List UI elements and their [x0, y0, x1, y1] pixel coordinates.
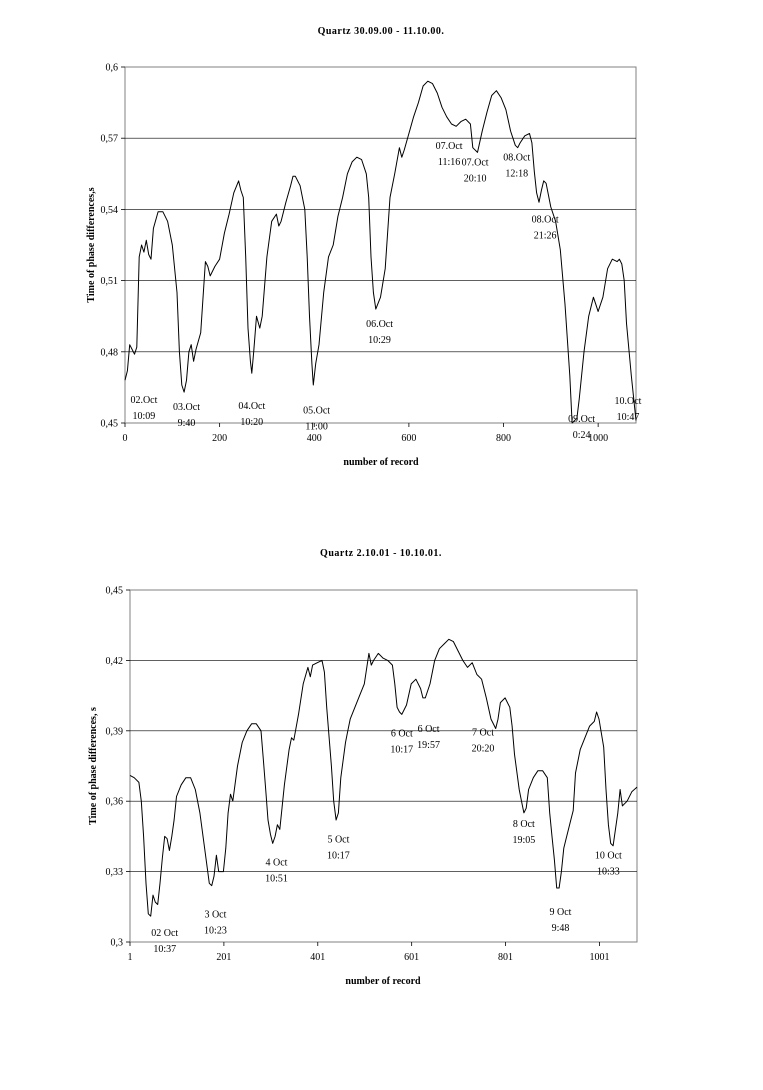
x-tick-label: 1000	[588, 433, 609, 444]
annotation-date: 07.Oct	[435, 140, 463, 152]
y-tick-label: 0,36	[105, 796, 123, 808]
annotation-date: 7 Oct	[472, 727, 494, 739]
annotation-label	[130, 395, 157, 422]
annotation-time: 19:05	[512, 835, 536, 847]
annotation-label	[532, 214, 559, 241]
annotation-date: 07.Oct	[461, 157, 489, 169]
x-tick-label: 600	[401, 433, 417, 444]
y-tick-label: 0,57	[100, 133, 118, 145]
annotation-label	[417, 724, 440, 751]
annotation-date: 5 Oct	[327, 834, 350, 846]
annotation-time: 11:00	[305, 421, 328, 433]
chart-1-title: Quartz 30.09.00 - 11.10.00.	[317, 26, 445, 37]
annotation-label	[238, 401, 265, 428]
annotation-label	[595, 851, 622, 878]
annotation-time: 10:23	[204, 925, 227, 937]
x-tick-label: 201	[216, 952, 232, 963]
x-tick-label: 0	[122, 433, 128, 444]
annotation-label	[366, 319, 393, 346]
annotation-time: 0:24	[572, 429, 591, 441]
annotation-time: 20:20	[471, 743, 495, 755]
annotation-time: 21:26	[533, 230, 557, 242]
annotation-label	[503, 153, 530, 180]
chart-2-plot-area	[130, 590, 637, 942]
annotation-date: 08.Oct	[531, 214, 559, 226]
annotation-label	[303, 406, 330, 433]
chart-1-x-axis-title: number of record	[343, 457, 419, 468]
annotation-time: 19:57	[417, 739, 440, 751]
annotation-time: 9:48	[551, 923, 570, 935]
annotation-label	[550, 907, 572, 934]
annotation-date: 02.Oct	[130, 394, 158, 406]
annotation-time: 10:20	[240, 416, 264, 428]
annotation-date: 8 Oct	[512, 819, 535, 831]
y-tick-label: 0,39	[105, 726, 123, 738]
y-tick-label: 0,33	[105, 867, 123, 879]
annotation-time: 10:17	[390, 744, 414, 756]
chart-2-series-line	[130, 639, 637, 919]
x-tick-label: 800	[496, 433, 512, 444]
chart-2-y-axis-title: Time of phase differences, s	[88, 707, 99, 825]
annotation-date: 03.Oct	[173, 401, 200, 413]
annotation-time: 9:40	[177, 417, 196, 429]
chart-1	[86, 26, 642, 468]
chart-2	[88, 548, 637, 987]
annotation-time: 10:09	[132, 410, 156, 422]
chart-2-x-ticks	[128, 942, 610, 963]
y-tick-label: 0,48	[100, 347, 118, 359]
annotation-date: 08.Oct	[503, 152, 531, 164]
annotation-time: 10:17	[327, 850, 350, 862]
chart-2-x-axis-title: number of record	[345, 976, 421, 987]
y-tick-label: 0,45	[105, 585, 123, 597]
annotation-date: 10.Oct	[614, 396, 642, 408]
annotation-label	[265, 858, 288, 885]
annotation-date: 6 Oct	[417, 723, 440, 735]
annotation-time: 12:18	[505, 168, 529, 180]
x-tick-label: 601	[404, 952, 420, 963]
annotation-label	[472, 727, 495, 754]
chart-1-annotations	[130, 141, 641, 441]
annotation-date: 6 Oct	[390, 728, 413, 740]
x-tick-label: 1001	[589, 952, 610, 963]
annotation-date: 04.Oct	[238, 400, 266, 412]
annotation-date: 05.Oct	[303, 405, 331, 417]
y-tick-label: 0,51	[100, 276, 118, 288]
y-tick-label: 0,42	[105, 655, 123, 667]
annotation-label	[204, 909, 227, 936]
chart-2-gridlines	[130, 660, 637, 871]
chart-2-annotations	[151, 724, 622, 955]
annotation-label	[390, 729, 413, 756]
annotation-label	[462, 157, 489, 184]
annotation-label	[512, 819, 535, 846]
annotation-date: 4 Oct	[265, 857, 288, 869]
annotation-date: 06.Oct	[366, 318, 394, 330]
chart-1-y-ticks	[101, 63, 126, 430]
annotation-time: 11:16	[437, 156, 461, 168]
annotation-time: 10:29	[368, 334, 391, 346]
x-tick-label: 400	[306, 433, 322, 444]
annotation-date: 02 Oct	[151, 928, 179, 940]
y-tick-label: 0,45	[100, 418, 118, 430]
x-tick-label: 200	[212, 433, 228, 444]
annotation-time: 10:33	[596, 866, 620, 878]
y-tick-label: 0,3	[110, 937, 123, 949]
x-tick-label: 801	[498, 952, 514, 963]
annotation-date: 10 Oct	[594, 850, 622, 862]
y-tick-label: 0,54	[100, 204, 118, 216]
annotation-label	[614, 396, 641, 423]
annotation-label	[436, 141, 463, 168]
annotation-time: 10:51	[265, 873, 288, 885]
chart-1-y-axis-title: Time of phase differences,s	[86, 187, 97, 303]
x-tick-label: 401	[310, 952, 326, 963]
chart-2-title: Quartz 2.10.01 - 10.10.01.	[320, 548, 442, 559]
annotation-time: 10:37	[153, 944, 177, 956]
x-tick-label: 1	[127, 952, 133, 963]
annotation-date: 09.Oct	[568, 413, 596, 425]
annotation-date: 9 Oct	[549, 907, 572, 919]
annotation-label	[327, 834, 350, 861]
annotation-time: 20:10	[463, 173, 487, 185]
annotation-date: 3 Oct	[204, 909, 227, 921]
chart-1-series-line	[125, 81, 636, 423]
annotation-label	[173, 402, 200, 429]
y-tick-label: 0,6	[105, 62, 118, 74]
chart-2-y-ticks	[106, 586, 131, 949]
annotation-time: 10:47	[616, 412, 640, 424]
